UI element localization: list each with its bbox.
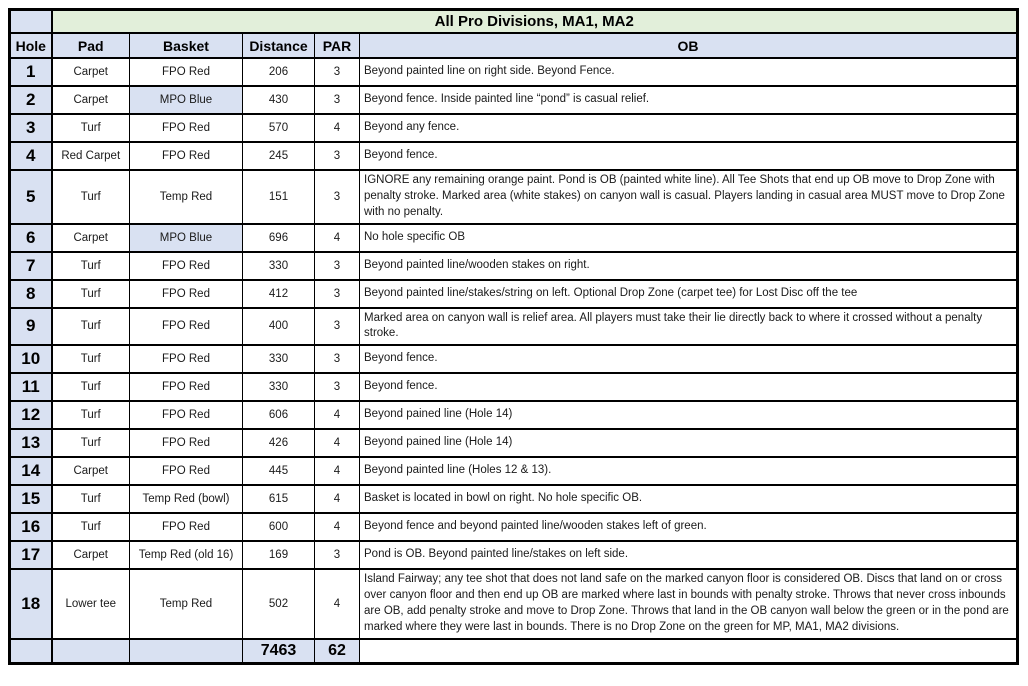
distance-cell: 169 — [243, 541, 315, 569]
pad-cell: Turf — [52, 308, 130, 346]
ob-cell: Beyond fence and beyond painted line/wooden stakes left of green. — [360, 513, 1018, 541]
pad-cell: Red Carpet — [52, 142, 130, 170]
distance-cell: 426 — [243, 429, 315, 457]
pad-cell: Turf — [52, 513, 130, 541]
pad-cell: Turf — [52, 373, 130, 401]
basket-cell: FPO Red — [130, 58, 243, 86]
hole-row — [10, 401, 1018, 429]
distance-cell: 570 — [243, 114, 315, 142]
par-cell: 3 — [315, 58, 360, 86]
ob-cell: Beyond fence. — [360, 373, 1018, 401]
hole-number-cell: 10 — [10, 345, 52, 373]
hole-row — [10, 308, 1018, 346]
basket-cell: FPO Red — [130, 252, 243, 280]
pad-cell: Turf — [52, 170, 130, 224]
distance-cell: 151 — [243, 170, 315, 224]
hole-row — [10, 280, 1018, 308]
distance-cell: 600 — [243, 513, 315, 541]
totals-row — [10, 639, 1018, 664]
par-cell: 4 — [315, 485, 360, 513]
hole-number-cell: 9 — [10, 308, 52, 346]
col-header-basket: Basket — [130, 33, 243, 58]
col-header-par: PAR — [315, 33, 360, 58]
hole-number-cell: 6 — [10, 224, 52, 252]
par-cell: 3 — [315, 170, 360, 224]
distance-cell: 696 — [243, 224, 315, 252]
totals-hole-cell — [10, 639, 52, 664]
basket-cell: Temp Red (bowl) — [130, 485, 243, 513]
par-cell: 4 — [315, 513, 360, 541]
hole-row — [10, 58, 1018, 86]
hole-number-cell: 14 — [10, 457, 52, 485]
col-header-hole: Hole — [10, 33, 52, 58]
basket-cell: FPO Red — [130, 308, 243, 346]
par-cell: 4 — [315, 429, 360, 457]
hole-number-cell: 4 — [10, 142, 52, 170]
par-cell: 3 — [315, 345, 360, 373]
hole-row — [10, 224, 1018, 252]
course-table — [8, 8, 1019, 665]
hole-number-cell: 18 — [10, 569, 52, 638]
basket-cell: FPO Red — [130, 457, 243, 485]
title-row — [10, 10, 1018, 34]
hole-number-cell: 16 — [10, 513, 52, 541]
col-header-pad: Pad — [52, 33, 130, 58]
par-cell: 3 — [315, 142, 360, 170]
hole-row — [10, 170, 1018, 224]
hole-number-cell: 5 — [10, 170, 52, 224]
hole-row — [10, 252, 1018, 280]
total-distance: 7463 — [243, 639, 315, 664]
col-header-distance: Distance — [243, 33, 315, 58]
sheet-title: All Pro Divisions, MA1, MA2 — [52, 10, 1018, 34]
ob-cell: Island Fairway; any tee shot that does not land safe on the marked canyon floor is considered OB. Discs that land on or cross over canyon floor and then end up OB are marked where last in bounds with penalty stroke. Throws that never cross inbounds are OB, add penalty stroke and move to Drop Zone. Throws that land in the OB canyon wall below the green or in the pond are marked where they were last in bounds. There is no Drop Zone on the green for MP, MA1, MA2 divisions. — [360, 569, 1018, 638]
par-cell: 4 — [315, 114, 360, 142]
par-cell: 4 — [315, 401, 360, 429]
hole-row — [10, 373, 1018, 401]
hole-row — [10, 485, 1018, 513]
distance-cell: 445 — [243, 457, 315, 485]
pad-cell: Turf — [52, 252, 130, 280]
par-cell: 3 — [315, 373, 360, 401]
par-cell: 4 — [315, 224, 360, 252]
pad-cell: Carpet — [52, 457, 130, 485]
hole-number-cell: 7 — [10, 252, 52, 280]
distance-cell: 430 — [243, 86, 315, 114]
pad-cell: Turf — [52, 485, 130, 513]
basket-cell: FPO Red — [130, 142, 243, 170]
col-header-ob: OB — [360, 33, 1018, 58]
ob-cell: No hole specific OB — [360, 224, 1018, 252]
distance-cell: 606 — [243, 401, 315, 429]
ob-cell: Beyond painted line (Holes 12 & 13). — [360, 457, 1018, 485]
corner-cell — [10, 10, 52, 34]
distance-cell: 400 — [243, 308, 315, 346]
hole-rows — [10, 58, 1018, 639]
par-cell: 4 — [315, 569, 360, 638]
hole-row — [10, 345, 1018, 373]
ob-cell: Basket is located in bowl on right. No hole specific OB. — [360, 485, 1018, 513]
ob-cell: Beyond fence. — [360, 142, 1018, 170]
pad-cell: Carpet — [52, 224, 130, 252]
hole-number-cell: 17 — [10, 541, 52, 569]
pad-cell: Turf — [52, 429, 130, 457]
ob-cell: Pond is OB. Beyond painted line/stakes on left side. — [360, 541, 1018, 569]
column-header-row — [10, 33, 1018, 58]
ob-cell: Beyond pained line (Hole 14) — [360, 401, 1018, 429]
basket-cell: FPO Red — [130, 280, 243, 308]
distance-cell: 330 — [243, 373, 315, 401]
hole-number-cell: 2 — [10, 86, 52, 114]
basket-cell: FPO Red — [130, 513, 243, 541]
hole-row — [10, 541, 1018, 569]
hole-number-cell: 13 — [10, 429, 52, 457]
hole-number-cell: 3 — [10, 114, 52, 142]
hole-number-cell: 8 — [10, 280, 52, 308]
ob-cell: Beyond any fence. — [360, 114, 1018, 142]
hole-row — [10, 114, 1018, 142]
distance-cell: 412 — [243, 280, 315, 308]
pad-cell: Turf — [52, 280, 130, 308]
ob-cell: Beyond pained line (Hole 14) — [360, 429, 1018, 457]
basket-cell: MPO Blue — [130, 224, 243, 252]
distance-cell: 330 — [243, 252, 315, 280]
pad-cell: Carpet — [52, 541, 130, 569]
hole-row — [10, 429, 1018, 457]
basket-cell: FPO Red — [130, 401, 243, 429]
ob-cell: Beyond fence. — [360, 345, 1018, 373]
totals-ob-cell — [360, 639, 1018, 664]
total-par: 62 — [315, 639, 360, 664]
basket-cell: Temp Red — [130, 569, 243, 638]
hole-row — [10, 513, 1018, 541]
ob-cell: Marked area on canyon wall is relief area. All players must take their lie directly back to where it crossed without a penalty stroke. — [360, 308, 1018, 346]
pad-cell: Lower tee — [52, 569, 130, 638]
pad-cell: Turf — [52, 345, 130, 373]
pad-cell: Turf — [52, 114, 130, 142]
ob-cell: Beyond painted line/wooden stakes on right. — [360, 252, 1018, 280]
distance-cell: 330 — [243, 345, 315, 373]
hole-number-cell: 1 — [10, 58, 52, 86]
distance-cell: 245 — [243, 142, 315, 170]
par-cell: 3 — [315, 86, 360, 114]
hole-number-cell: 15 — [10, 485, 52, 513]
distance-cell: 615 — [243, 485, 315, 513]
pad-cell: Carpet — [52, 58, 130, 86]
par-cell: 3 — [315, 252, 360, 280]
ob-cell: IGNORE any remaining orange paint. Pond is OB (painted white line). All Tee Shots that end up OB move to Drop Zone with penalty stroke. Marked area (white stakes) on canyon wall is casual. Players landing in casual area MUST move to Drop Zone with no penalty. — [360, 170, 1018, 224]
basket-cell: FPO Red — [130, 373, 243, 401]
par-cell: 3 — [315, 280, 360, 308]
totals-pad-cell — [52, 639, 130, 664]
distance-cell: 502 — [243, 569, 315, 638]
par-cell: 3 — [315, 308, 360, 346]
basket-cell: FPO Red — [130, 429, 243, 457]
distance-cell: 206 — [243, 58, 315, 86]
par-cell: 3 — [315, 541, 360, 569]
pad-cell: Carpet — [52, 86, 130, 114]
hole-number-cell: 12 — [10, 401, 52, 429]
ob-cell: Beyond painted line on right side. Beyond Fence. — [360, 58, 1018, 86]
par-cell: 4 — [315, 457, 360, 485]
hole-row — [10, 457, 1018, 485]
ob-cell: Beyond fence. Inside painted line “pond” is casual relief. — [360, 86, 1018, 114]
basket-cell: MPO Blue — [130, 86, 243, 114]
totals-basket-cell — [130, 639, 243, 664]
pad-cell: Turf — [52, 401, 130, 429]
basket-cell: Temp Red (old 16) — [130, 541, 243, 569]
basket-cell: Temp Red — [130, 170, 243, 224]
basket-cell: FPO Red — [130, 345, 243, 373]
hole-row — [10, 142, 1018, 170]
ob-cell: Beyond painted line/stakes/string on left. Optional Drop Zone (carpet tee) for Lost Disc off the tee — [360, 280, 1018, 308]
hole-row — [10, 569, 1018, 638]
hole-number-cell: 11 — [10, 373, 52, 401]
hole-row — [10, 86, 1018, 114]
basket-cell: FPO Red — [130, 114, 243, 142]
